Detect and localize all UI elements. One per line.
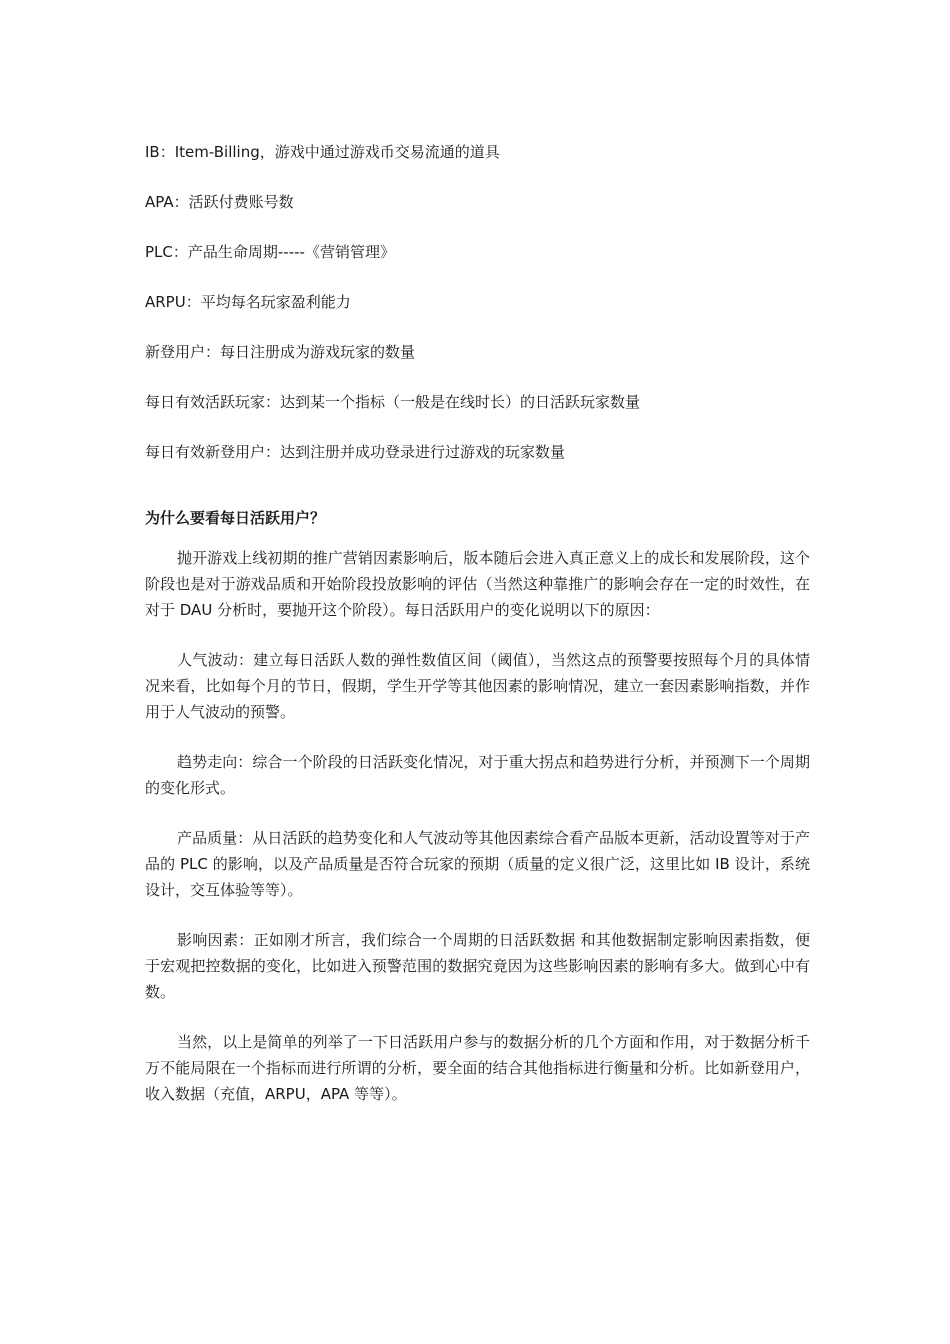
paragraph-popularity: 人气波动：建立每日活跃人数的弹性数值区间（阈值），当然这点的预警要按照每个月的具体情况来看，比如每个月的节日，假期，学生开学等其他因素的影响情况，建立一套因素影响指数，并作用于人气波动的预警。 (145, 651, 810, 721)
definition-ib: IB：Item-Billing，游戏中通过游戏币交易流通的道具 (145, 143, 500, 161)
document-page (145, 141, 810, 1131)
paragraph-quality: 产品质量：从日活跃的趋势变化和人气波动等其他因素综合看产品版本更新，活动设置等对于产品的 PLC 的影响，以及产品质量是否符合玩家的预期（质量的定义很广泛，这里比如 IB 设计，系统设计，交互体验等等）。 (145, 829, 810, 899)
definition-daily-effective-new: 每日有效新登用户：达到注册并成功登录进行过游戏的玩家数量 (145, 443, 566, 461)
paragraph-factors: 影响因素：正如刚才所言，我们综合一个周期的日活跃数据 和其他数据制定影响因素指数，便于宏观把控数据的变化，比如进入预警范围的数据究竟因为这些影响因素的影响有多大。做到心中有数。 (145, 931, 810, 1001)
definition-new-users: 新登用户：每日注册成为游戏玩家的数量 (145, 343, 416, 361)
section-heading: 为什么要看每日活跃用户？ (145, 509, 326, 527)
section-body (145, 545, 810, 1107)
definitions-list (145, 141, 810, 463)
definition-apa: APA：活跃付费账号数 (145, 193, 294, 211)
paragraph-conclusion: 当然，以上是简单的列举了一下日活跃用户参与的数据分析的几个方面和作用，对于数据分析千万不能局限在一个指标而进行所谓的分析，要全面的结合其他指标进行衡量和分析。比如新登用户，收入数据（充值，ARPU，APA 等等）。 (145, 1033, 810, 1103)
paragraph-trend: 趋势走向：综合一个阶段的日活跃变化情况，对于重大拐点和趋势进行分析，并预测下一个周期的变化形式。 (145, 753, 810, 797)
definition-arpu: ARPU：平均每名玩家盈利能力 (145, 293, 351, 311)
definition-daily-effective-active: 每日有效活跃玩家：达到某一个指标（一般是在线时长）的日活跃玩家数量 (145, 393, 641, 411)
definition-plc: PLC：产品生命周期-----《营销管理》 (145, 243, 395, 261)
paragraph-intro: 抛开游戏上线初期的推广营销因素影响后，版本随后会进入真正意义上的成长和发展阶段，这个阶段也是对于游戏品质和开始阶段投放影响的评估（当然这种靠推广的影响会存在一定的时效性，在对于 DAU 分析时，要抛开这个阶段）。每日活跃用户的变化说明以下的原因： (145, 549, 810, 619)
